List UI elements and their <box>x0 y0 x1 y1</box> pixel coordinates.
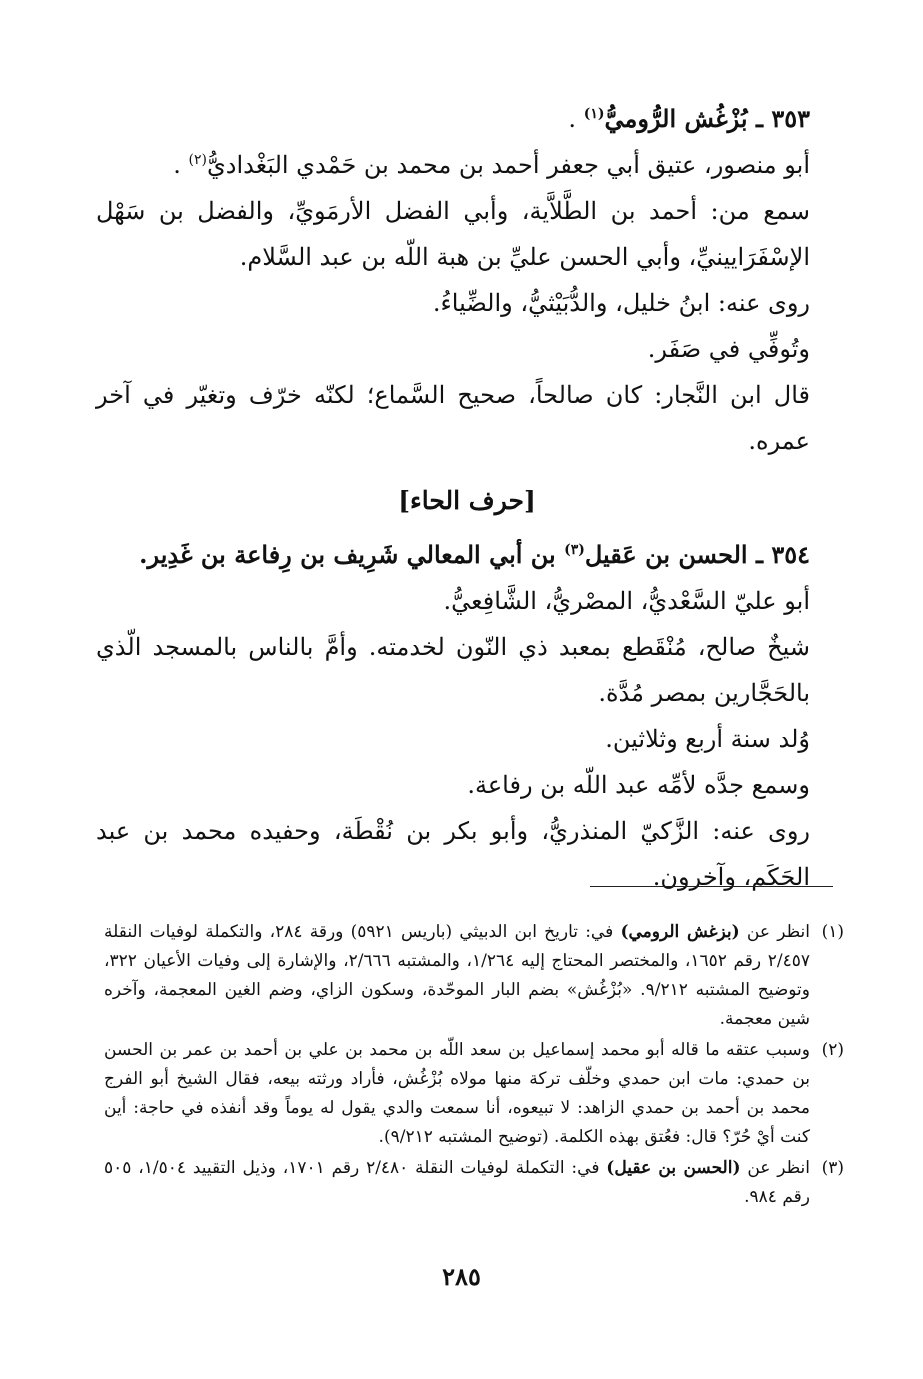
footnote-bold: (الحسن بن عقيل) <box>606 1158 741 1178</box>
footnote-number: (٣) <box>821 1158 844 1178</box>
entry-354-nisba: أبو عليّ السَّعْديُّ، المصْريُّ، الشَّافِعيُّ. <box>443 587 810 615</box>
paragraph-text: أبو منصور، عتيق أبي جعفر أحمد بن محمد بن حَمْدي البَغْداديُّ <box>207 151 810 179</box>
entry-353-quote: قال ابن النَّجار: كان صالحاً، صحيح السَّماع؛ لكنّه خرّف وتغيّر في آخر عمره. <box>96 381 810 455</box>
section-title: [حرف الحاء] <box>398 486 536 515</box>
footnote-post: في: تاريخ ابن الدبيثي (باريس ٥٩٢١) ورقة ٢٨٤، والتكملة لوفيات النقلة ٢/٤٥٧ رقم ١٦٥٢، والمختصر المحتاج إليه ١/٢٦٤، والمشتبه ٢/٦٦٦، والإشارة إلى وفيات الأعيان ٣٢٢، وتوضيح المشتبه ٩/٢١٢. «بُزْغُش» بضم البار الموحّدة، وسكون الزاي، وضم الغين المعجمة، وآخره شين معجمة. <box>104 922 811 1029</box>
footnote-number: (١) <box>821 922 844 942</box>
footnote-pre: انظر عن <box>739 922 810 942</box>
footnote-2 <box>104 1036 844 1152</box>
footnote-ref[interactable]: (٣) <box>564 542 585 558</box>
entry-353-death: وتُوفِّي في صَفَر. <box>647 335 810 363</box>
entry-354-heard: وسمع جدَّه لأمِّه عبد اللّه بن رفاعة. <box>467 771 810 799</box>
footnote-number: (٢) <box>821 1040 844 1060</box>
heading-rest: بن أبي المعالي شَرِيف بن رِفاعة بن غَدِير. <box>139 540 565 569</box>
footnote-text <box>104 918 810 1034</box>
entry-353-patron <box>96 142 838 188</box>
paragraph-end: . <box>173 151 189 179</box>
entry-354-heading <box>96 532 838 578</box>
footnote-1 <box>104 918 844 1034</box>
entry-353-heading <box>96 96 838 142</box>
entry-number: ٣٥٣ ـ <box>755 104 810 133</box>
entry-number: ٣٥٤ ـ <box>755 540 810 569</box>
page-number: ٢٨٥ <box>442 1262 481 1291</box>
footnote-pre: انظر عن <box>740 1158 811 1178</box>
entry-354-description: شيخٌ صالح، مُنْقَطع بمعبد ذي النّون لخدمته. وأمَّ بالناس بالمسجد الّذي بالحَجَّارين بمصر مُدَّة. <box>96 633 810 707</box>
footnotes <box>104 918 844 1214</box>
footnote-3 <box>104 1154 844 1212</box>
entry-354-narrators: روى عنه: الزَّكيّ المنذريُّ، وأبو بكر بن نُقْطَة، وحفيده محمد بن عبد الحَكَم، وآخرون. <box>96 817 811 891</box>
footnote-post: في: التكملة لوفيات النقلة ٢/٤٨٠ رقم ١٧٠١، وذيل التقييد ١/٥٠٤، ٥٠٥ رقم ٩٨٤. <box>104 1158 810 1207</box>
paragraph-text: سمع من: أحمد بن الطَّلاَّية، وأبي الفضل الأرمَويِّ، والفضل بن سَهْل الإسْفَرَايينيِّ، وأبي الحسن عليِّ بن هبة اللّه بن عبد السَّلام. <box>96 197 810 271</box>
footnote-text <box>104 1036 810 1152</box>
heading-tail: . <box>568 105 584 133</box>
entry-name: بُزْغُش الرُّوميُّ <box>604 104 748 133</box>
entry-name: الحسن بن عَقيل <box>584 540 748 569</box>
footnote-ref[interactable]: (١) <box>583 106 605 122</box>
entry-353-narrators: روى عنه: ابنُ خليل، والدُّبَيْثيُّ، والضِّياءُ. <box>432 289 810 317</box>
footnote-text <box>104 1154 810 1212</box>
entry-353-teachers <box>96 188 838 280</box>
footnote-bold: (بزغش الرومي) <box>620 922 740 942</box>
footnote-ref[interactable]: (٢) <box>188 152 208 168</box>
footnote-divider <box>590 886 833 887</box>
footnote-pre: وسبب عتقه ما قاله أبو محمد إسماعيل بن سعد اللّه بن محمد بن علي بن أحمد بن عمر بن الحسن بن حمدي: مات ابن حمدي وخلّف تركة منها مولاه بُزْغُش، فأراد ورثته بيعه، فقال الشيخ أبو الفرج محمد بن أحمد بن حمدي الزاهد: لا تبيعوه، أنا سمعت والدي يقول له يوماً وقد أنفذه في حاجة: أين كنت أيْ حُرّ؟ قال: فعُتق بهذه الكلمة. (توضيح المشتبه ٩/٢١٢). <box>104 1040 810 1147</box>
main-text <box>96 96 838 900</box>
entry-354-birth: وُلد سنة أربع وثلاثين. <box>605 725 810 753</box>
